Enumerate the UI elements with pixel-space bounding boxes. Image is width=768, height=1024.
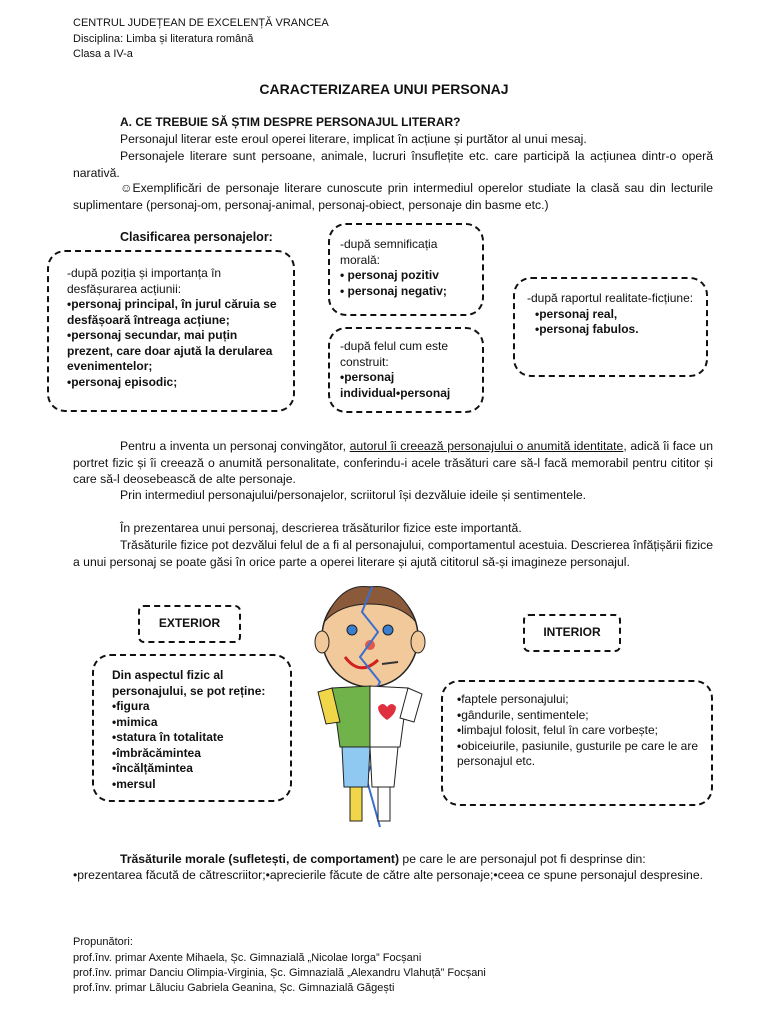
list-item: • mersul <box>112 777 280 793</box>
header-grade: Clasa a IV-a <box>73 48 133 60</box>
footer-line: prof.înv. primar Axente Mihaela, Șc. Gimnazială „Nicolae Iorga” Focșani <box>73 952 422 964</box>
portrait-p1-start: Pentru a inventa un personaj convingător, <box>120 439 350 453</box>
portrait-p1-end: , adică îi face un portret fizic și îi creează o anumită personalitate, conferindu-i acele trăsături care să-l facă memorabil pentru cititor și care să-l deosebească de alte personaje. <box>73 439 713 486</box>
character-illustration <box>300 582 440 832</box>
exterior-label: EXTERIOR <box>158 616 221 630</box>
classification-heading: Clasificarea personajelor: <box>120 230 273 244</box>
classification-box-construction <box>328 327 484 413</box>
list-item: • limbajul folosit, felul în care vorbește; <box>457 723 701 739</box>
list-item: • personaj secundar, mai puțin prezent, care doar ajută la derularea evenimentelor; <box>67 328 281 375</box>
exterior-label-box <box>138 605 241 643</box>
interior-label-box <box>523 614 621 652</box>
pants-left <box>342 747 370 787</box>
list-item: • personaj principal, în jurul căruia se desfășoară întreaga acțiune; <box>67 297 281 328</box>
list-item: • obiceiurile, pasiunile, gusturile pe care le are personajul etc. <box>457 739 701 770</box>
list-item: • personaj pozitiv <box>340 268 472 284</box>
list-item: • personaj individual•personaj <box>340 370 472 401</box>
portrait-p1-underlined: autorul îi creează personajului o anumită identitate <box>349 439 624 453</box>
list-item: • faptele personajului; <box>457 692 701 708</box>
interior-label: INTERIOR <box>543 625 601 639</box>
list-item: • personaj episodic; <box>67 375 281 391</box>
footer-line: prof.înv. primar Danciu Olimpia-Virginia, Șc. Gimnazială „Alexandru Vlahuță” Focșani <box>73 967 486 979</box>
box-position-intro: -după poziția și importanța în desfășurarea acțiunii: <box>67 266 222 296</box>
moral-heading <box>73 851 713 868</box>
page-title: CARACTERIZAREA UNUI PERSONAJ <box>259 81 509 97</box>
box-reality-intro: -după raportul realitate-ficțiune: <box>527 291 694 305</box>
pants-right <box>370 747 398 787</box>
section-a-heading: A. CE TREBUIE SĂ ȘTIM DESPRE PERSONAJUL LITERAR? <box>120 115 461 129</box>
moral-rest: pe care le are personajul pot fi desprinse din: <box>399 852 646 866</box>
list-item: • încălțămintea <box>112 761 280 777</box>
interior-box <box>441 680 713 806</box>
left-ear <box>315 631 329 653</box>
classification-box-reality <box>513 277 708 377</box>
footer-heading: Propunători: <box>73 936 133 948</box>
section-a-p2: Personajele literare sunt persoane, animale, lucruri însuflețite etc. care participă la acțiunea dintr-o operă narativă. <box>73 149 713 180</box>
header-school: CENTRUL JUDEȚEAN DE EXCELENȚĂ VRANCEA <box>73 17 329 29</box>
moral-list: •prezentarea făcută de cătrescriitor;•aprecierile făcute de către alte personaje;•ceea ce spune personajul despresine. <box>73 868 703 882</box>
list-item: • personaj negativ; <box>340 284 472 300</box>
header-discipline: Disciplina: Limba și literatura română <box>73 33 254 45</box>
exterior-box <box>92 654 292 802</box>
portrait-p3: În prezentarea unui personaj, descrierea trăsăturilor fizice este importantă. <box>120 521 522 535</box>
left-eye <box>347 625 357 635</box>
list-item: • gândurile, sentimentele; <box>457 708 701 724</box>
box-moral-intro: -după semnificația morală: <box>340 237 438 267</box>
exterior-intro: Din aspectul fizic al personajului, se pot reține: <box>112 668 266 698</box>
right-leg <box>378 787 390 821</box>
classification-box-moral <box>328 223 484 316</box>
footer-line: prof.înv. primar Lăluciu Gabriela Geanina, Șc. Gimnazială Găgești <box>73 982 395 994</box>
right-ear <box>411 631 425 653</box>
list-item: • statura în totalitate <box>112 730 280 746</box>
portrait-p1 <box>73 438 713 488</box>
box-construction-intro: -după felul cum este construit: <box>340 339 449 369</box>
list-item: • figura <box>112 699 280 715</box>
classification-box-position <box>47 250 295 412</box>
list-item: • personaj fabulos. <box>535 322 694 338</box>
section-a-p3: ☺Exemplificări de personaje literare cunoscute prin intermediul operelor studiate la clasă sau din lecturile suplimentare (personaj-om, personaj-animal, personaj-obiect, personaje din basme etc.) <box>73 181 713 212</box>
right-eye <box>383 625 393 635</box>
left-leg <box>350 787 362 821</box>
moral-bold: Trăsăturile morale (sufletești, de comportament) <box>120 852 400 866</box>
list-item: • personaj real, <box>535 307 694 323</box>
list-item: • îmbrăcămintea <box>112 746 280 762</box>
portrait-p2: Prin intermediul personajului/personajelor, scriitorul își dezvăluie ideile și sentimentele. <box>120 488 587 502</box>
section-a-p1: Personajul literar este eroul operei literare, implicat în acțiune și purtător al unui mesaj. <box>120 132 587 146</box>
portrait-p4: Trăsăturile fizice pot dezvălui felul de a fi al personajului, comportamentul acestuia. Descrierea înfățișării fizice a unui personaj se poate găsi în orice parte a operei literare și ajută cititorul să-și imagineze personajul. <box>73 538 713 569</box>
list-item: • mimica <box>112 715 280 731</box>
